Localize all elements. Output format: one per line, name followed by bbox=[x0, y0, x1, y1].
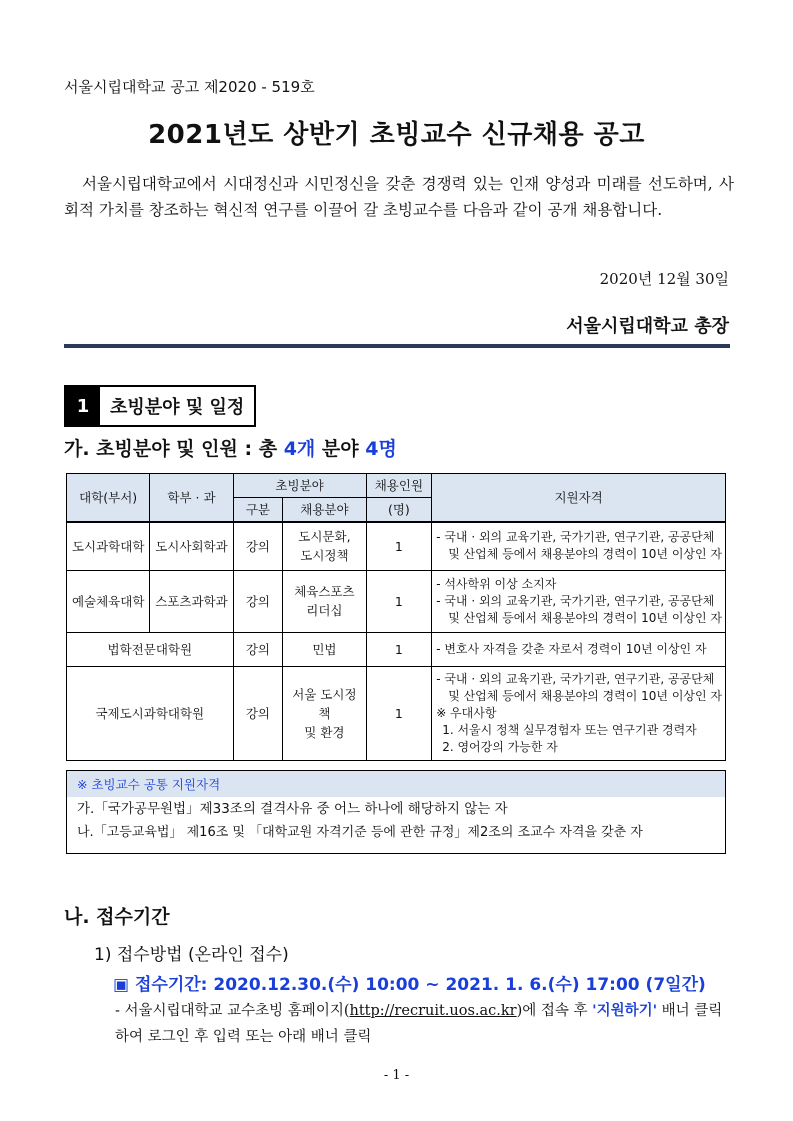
desc-text: 배너 클릭하여 로그인 후 입력 또는 아래 배너 클릭 bbox=[115, 1003, 723, 1045]
row-field: 민법 bbox=[283, 632, 366, 666]
desc-text: )에 접속 후 bbox=[516, 1003, 593, 1019]
qual-line: 및 산업체 등에서 채용분야의 경력이 10년 이상인 자 bbox=[448, 547, 722, 562]
page-number: - 1 - bbox=[383, 1068, 410, 1083]
subsection-ga-title bbox=[64, 434, 397, 461]
application-period: ▣ 접수기간: 2020.12.30.(수) 10:00 ~ 2021. 1. 6.(수) 17:00 (7일간) bbox=[113, 975, 706, 995]
issuer: 서울시립대학교 총장 bbox=[566, 316, 729, 337]
row-qualification bbox=[432, 632, 726, 666]
header-field-group: 초빙분야 bbox=[233, 474, 366, 498]
header-qualification: 지원자격 bbox=[432, 474, 726, 523]
qual-line: - 국내 · 외의 교육기관, 국가기관, 연구기관, 공공단체 bbox=[436, 671, 715, 686]
row-qualification bbox=[432, 522, 726, 570]
field-count: 4개 bbox=[283, 438, 316, 460]
subsection-ga-middle: 분야 bbox=[315, 438, 366, 460]
row-count: 1 bbox=[366, 570, 432, 632]
qual-line: - 국내 · 외의 교육기관, 국가기관, 연구기관, 공공단체 bbox=[436, 593, 715, 608]
field-line: 리더십 bbox=[306, 603, 343, 618]
table-row bbox=[67, 632, 726, 666]
application-method: 1) 접수방법 (온라인 접수) bbox=[94, 945, 289, 965]
section-1-heading bbox=[64, 385, 256, 427]
field-line: 및 환경 bbox=[304, 724, 345, 740]
table-row bbox=[67, 666, 726, 760]
application-description bbox=[115, 998, 735, 1050]
row-count: 1 bbox=[366, 666, 432, 760]
apply-highlight: '지원하기' bbox=[592, 1003, 658, 1019]
header-field: 채용분야 bbox=[283, 498, 366, 523]
common-qualification-item: 가.「국가공무원법」제33조의 결격사유 중 어느 하나에 해당하지 않는 자 bbox=[77, 801, 508, 817]
subsection-na-title: 나. 접수기간 bbox=[64, 906, 170, 928]
qual-line: 및 산업체 등에서 채용분야의 경력이 10년 이상인 자 bbox=[448, 688, 722, 703]
row-type: 강의 bbox=[233, 570, 283, 632]
row-type: 강의 bbox=[233, 666, 283, 760]
header-college: 대학(부서) bbox=[67, 474, 150, 523]
qual-line: ※ 우대사항 bbox=[436, 705, 497, 720]
notice-date: 2020년 12월 30일 bbox=[599, 270, 729, 288]
page-title: 2021년도 상반기 초빙교수 신규채용 공고 bbox=[148, 120, 645, 150]
row-qualification bbox=[432, 666, 726, 760]
common-qualification-item: 나.「고등교육법」 제16조 및 「대학교원 자격기준 등에 관한 규정」제2조의 조교수 자격을 갖춘 자 bbox=[77, 825, 643, 840]
header-dept: 학부 · 과 bbox=[150, 474, 233, 523]
field-line: 도시문화, bbox=[298, 529, 351, 545]
row-count: 1 bbox=[366, 632, 432, 666]
section-number: 1 bbox=[66, 387, 100, 425]
row-count: 1 bbox=[366, 522, 432, 570]
recruit-link[interactable]: http://recruit.uos.ac.kr bbox=[349, 1003, 517, 1019]
row-field bbox=[283, 666, 366, 760]
field-line: 체육스포츠 bbox=[294, 584, 355, 599]
row-type: 강의 bbox=[233, 632, 283, 666]
qual-line: - 변호사 자격을 갖춘 자로서 경력이 10년 이상인 자 bbox=[436, 641, 707, 656]
qual-line: 및 산업체 등에서 채용분야의 경력이 10년 이상인 자 bbox=[448, 610, 722, 625]
row-field bbox=[283, 570, 366, 632]
row-dept: 도시사회학과 bbox=[150, 522, 233, 570]
notice-number: 서울시립대학교 공고 제2020 - 519호 bbox=[64, 78, 315, 96]
subsection-ga-prefix: 가. 초빙분야 및 인원 : 총 bbox=[64, 438, 284, 460]
header-divider bbox=[64, 344, 730, 348]
row-dept: 스포츠과학과 bbox=[150, 570, 233, 632]
table-row bbox=[67, 570, 726, 632]
recruitment-table bbox=[66, 473, 726, 761]
qual-line: - 국내 · 외의 교육기관, 국가기관, 연구기관, 공공단체 bbox=[436, 530, 715, 545]
field-line: 도시정책 bbox=[300, 548, 349, 564]
row-college: 도시과학대학 bbox=[67, 522, 150, 570]
section-title: 초빙분야 및 일정 bbox=[110, 397, 245, 418]
qual-line: 1. 서울시 정책 실무경험자 또는 연구기관 경력자 bbox=[442, 722, 697, 737]
row-type: 강의 bbox=[233, 522, 283, 570]
row-field bbox=[283, 522, 366, 570]
header-count: 채용인원 bbox=[366, 474, 432, 498]
field-line: 서울 도시정책 bbox=[292, 686, 357, 721]
row-college: 예술체육대학 bbox=[67, 570, 150, 632]
row-college: 법학전문대학원 bbox=[67, 632, 234, 666]
common-qualifications-box bbox=[66, 770, 726, 854]
intro-paragraph: 서울시립대학교에서 시대정신과 시민정신을 갖춘 경쟁력 있는 인재 양성과 미래를 선도하며, 사회적 가치를 창조하는 혁신적 연구를 이끌어 갈 초빙교수를 다음과 같이 공개 채용합니다. bbox=[64, 175, 734, 219]
desc-text: - 서울시립대학교 교수초빙 홈페이지( bbox=[115, 1003, 350, 1019]
row-college: 국제도시과학대학원 bbox=[67, 666, 234, 760]
row-qualification bbox=[432, 570, 726, 632]
header-type: 구분 bbox=[233, 498, 283, 523]
people-count: 4명 bbox=[365, 438, 397, 460]
qual-line: 2. 영어강의 가능한 자 bbox=[442, 739, 558, 754]
table-row bbox=[67, 522, 726, 570]
qual-line: - 석사학위 이상 소지자 bbox=[436, 576, 557, 591]
header-count-unit: (명) bbox=[366, 498, 432, 523]
common-qualifications-title: ※ 초빙교수 공통 지원자격 bbox=[67, 771, 725, 797]
